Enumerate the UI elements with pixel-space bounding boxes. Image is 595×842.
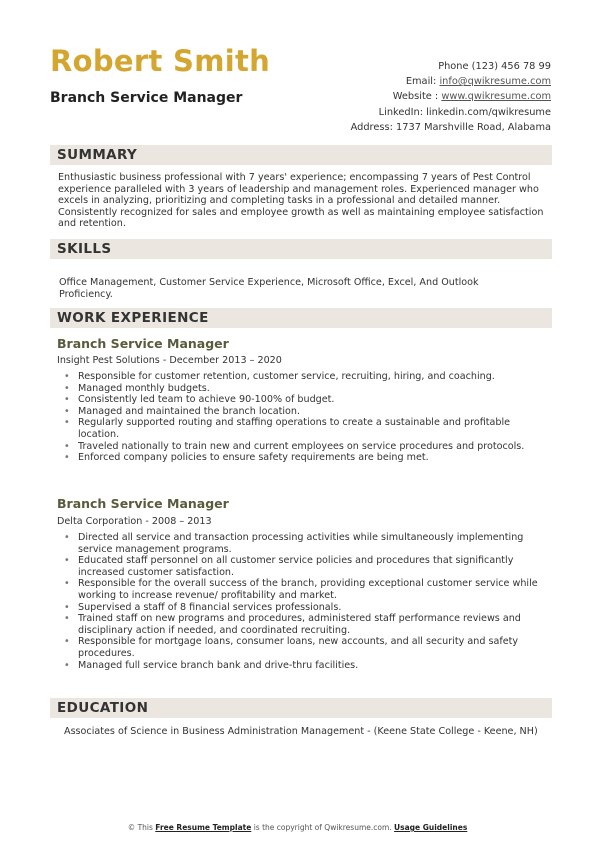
- footer-prefix: © This: [127, 823, 153, 832]
- email-link[interactable]: info@qwikresume.com: [439, 76, 551, 88]
- contact-email: [351, 74, 551, 89]
- list-item: • Managed and maintained the branch location.: [64, 406, 552, 418]
- list-item: • Supervised a staff of 8 financial services professionals.: [64, 602, 552, 614]
- summary-heading: SUMMARY: [50, 145, 552, 165]
- experience-heading: WORK EXPERIENCE: [50, 308, 552, 328]
- contact-block: [351, 59, 551, 135]
- list-item: • Traveled nationally to train new and current employees on service procedures and protocols.: [64, 441, 552, 453]
- address-value: 1737 Marshville Road, Alabama: [396, 121, 551, 133]
- skills-heading: SKILLS: [50, 239, 552, 259]
- summary-text: Enthusiastic business professional with 7 years' experience; encompassing 7 years of Pest Control experience paralleled with 3 years of leadership and management roles. Experienced manager who excels in analyzing, prioritizing and completing tasks in a professional and detailed manner. Consistently recognized for sales and employee growth as well as maintaining employee satisfaction and retention.: [58, 172, 544, 230]
- job-company: Insight Pest Solutions - December 2013 – 2020: [57, 355, 282, 366]
- list-item: • Consistently led team to achieve 90-100% of budget.: [64, 394, 552, 406]
- list-item: • Regularly supported routing and staffing operations to create a sustainable and profitable location.: [64, 417, 552, 440]
- list-item: • Managed monthly budgets.: [64, 383, 552, 395]
- list-item: • Responsible for the overall success of the branch, providing exceptional customer service while working to increase revenue/ profitability and market.: [64, 578, 552, 601]
- list-item: • Responsible for mortgage loans, consumer loans, new accounts, and all security and safety procedures.: [64, 636, 552, 659]
- contact-address: [351, 120, 551, 135]
- usage-guidelines-link[interactable]: Usage Guidelines: [394, 823, 468, 832]
- list-item: • Enforced company policies to ensure safety requirements are being met.: [64, 452, 552, 464]
- email-label: Email:: [405, 76, 437, 88]
- job-role: Branch Service Manager: [57, 496, 229, 511]
- education-text: Associates of Science in Business Administration Management - (Keene State College - Keene, NH): [64, 726, 538, 737]
- linkedin-value: linkedin.com/qwikresume: [426, 106, 551, 118]
- list-item: • Educated staff personnel on all customer service policies and procedures that significantly increased customer satisfaction.: [64, 555, 552, 578]
- footer: [0, 823, 595, 832]
- list-item: • Managed full service branch bank and drive-thru facilities.: [64, 660, 552, 672]
- linkedin-label: LinkedIn:: [378, 106, 424, 118]
- list-item: • Trained staff on new programs and procedures, administered staff performance reviews and disciplinary action if needed, and coordinated recruiting.: [64, 613, 552, 636]
- phone-label: Phone: [438, 61, 469, 72]
- job-company: Delta Corporation - 2008 – 2013: [57, 516, 212, 527]
- free-template-link[interactable]: Free Resume Template: [155, 823, 252, 832]
- website-link[interactable]: www.qwikresume.com: [441, 91, 551, 103]
- list-item: • Responsible for customer retention, customer service, recruiting, hiring, and coaching.: [64, 371, 552, 383]
- phone-value: (123) 456 78 99: [471, 61, 551, 72]
- contact-phone: [351, 59, 551, 74]
- list-item: • Directed all service and transaction processing activities while simultaneously implementing service management programs.: [64, 532, 552, 555]
- candidate-title: Branch Service Manager: [50, 90, 243, 106]
- contact-linkedin: [351, 105, 551, 120]
- contact-website: [351, 89, 551, 104]
- footer-middle: is the copyright of Qwikresume.com.: [253, 823, 392, 832]
- job-bullets: [64, 532, 552, 671]
- job-bullets: [64, 371, 552, 464]
- job-role: Branch Service Manager: [57, 336, 229, 351]
- education-heading: EDUCATION: [50, 698, 552, 718]
- skills-text: Office Management, Customer Service Experience, Microsoft Office, Excel, And Outlook Proficiency.: [59, 277, 479, 300]
- address-label: Address:: [350, 121, 393, 133]
- website-label: Website :: [392, 91, 439, 103]
- candidate-name: Robert Smith: [50, 44, 271, 78]
